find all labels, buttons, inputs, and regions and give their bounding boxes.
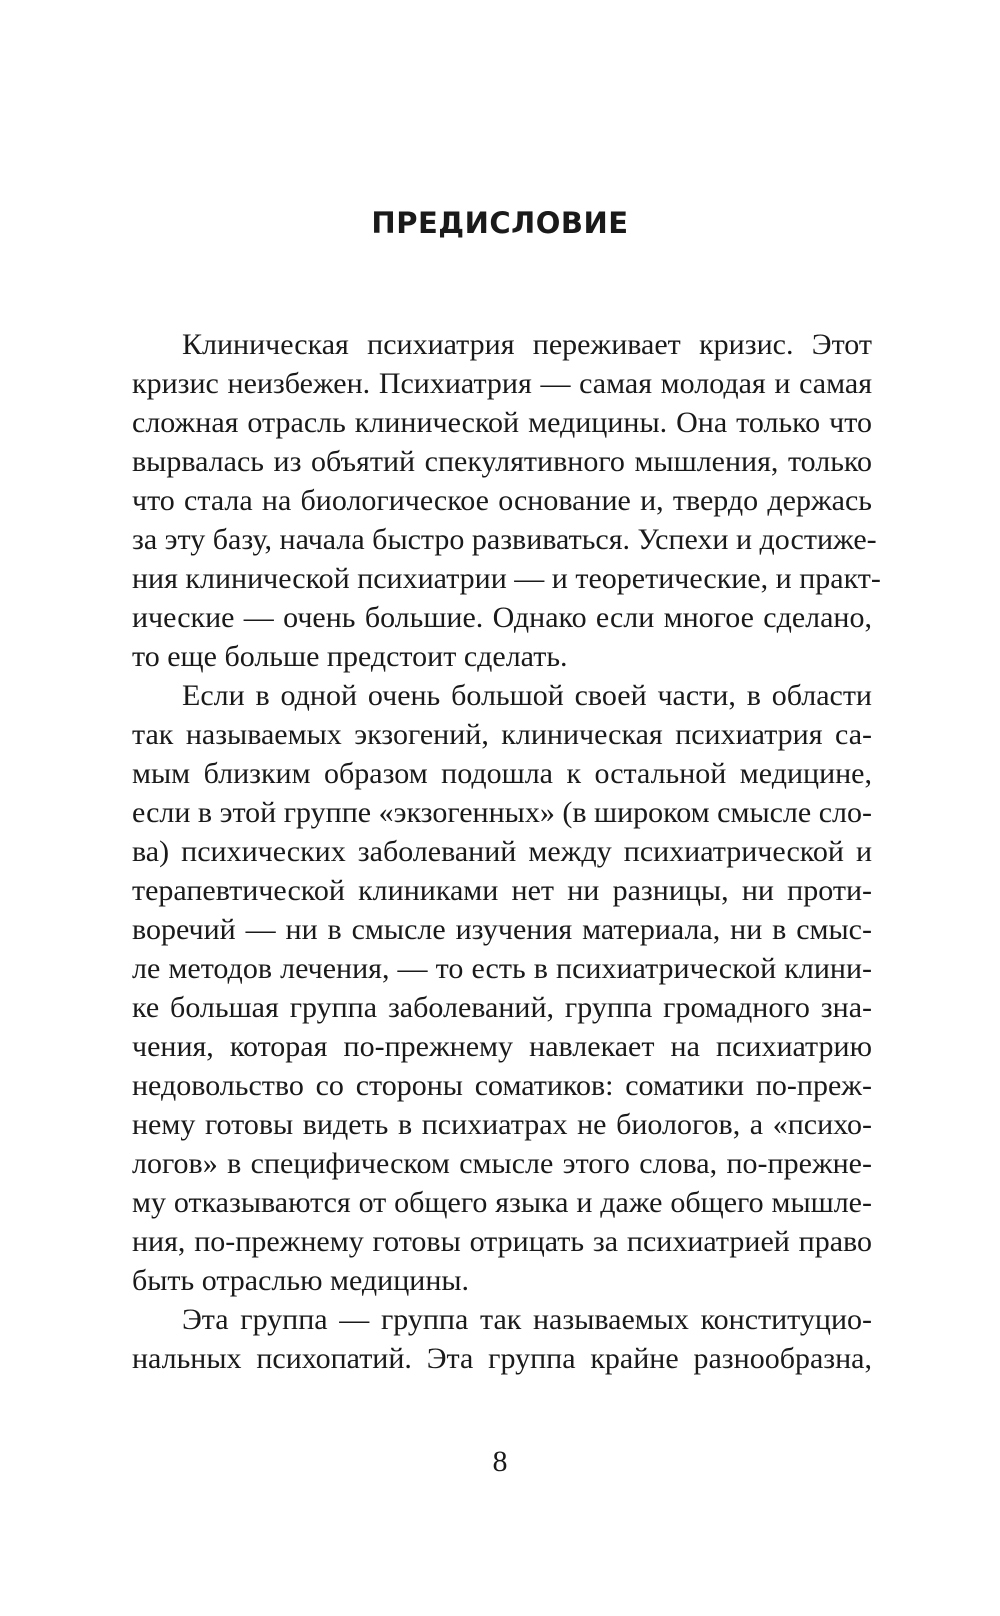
text-line: ва) психических заболеваний между психиатрической и [132, 835, 872, 868]
text-line: ле методов лечения, — то есть в психиатрической клини- [132, 952, 872, 985]
text-line: Эта группа — группа так называемых конституцио- [182, 1303, 872, 1336]
text-line: если в этой группе «экзогенных» (в широком смысле сло- [132, 796, 872, 829]
text-line: му отказываются от общего языка и даже общего мышле- [132, 1186, 872, 1219]
text-line: то еще больше предстоит сделать. [132, 640, 568, 673]
page-title: ПРЕДИСЛОВИЕ [371, 206, 629, 240]
text-line: сложная отрасль клинической медицины. Она только что [132, 406, 872, 439]
text-line: недовольство со стороны соматиков: соматики по-преж- [132, 1069, 872, 1102]
text-line: ния клинической психиатрии — и теоретические, и практ- [132, 562, 881, 595]
text-line: нему готовы видеть в психиатрах не биологов, а «психо- [132, 1108, 872, 1141]
text-line: ния, по-прежнему готовы отрицать за психиатрией право [132, 1225, 872, 1258]
text-line: нальных психопатий. Эта группа крайне разнообразна, [132, 1342, 872, 1375]
text-line: ические — очень большие. Однако если многое сделано, [132, 601, 872, 634]
text-line: логов» в специфическом смысле этого слова, по-прежне- [132, 1147, 872, 1180]
text-line: воречий — ни в смысле изучения материала, ни в смыс- [132, 913, 872, 946]
text-line: быть отраслью медицины. [132, 1264, 470, 1297]
text-line: чения, которая по-прежнему навлекает на психиатрию [132, 1030, 872, 1063]
text-line: вырвалась из объятий спекулятивного мышления, только [132, 445, 872, 478]
page-number: 8 [492, 1445, 508, 1478]
text-line: терапевтической клиниками нет ни разницы, ни проти- [132, 874, 872, 907]
text-line: так называемых экзогений, клиническая психиатрия са- [132, 718, 872, 751]
body-text [132, 325, 881, 1378]
text-line: Если в одной очень большой своей части, в области [182, 679, 872, 712]
text-line: Клиническая психиатрия переживает кризис. Этот [182, 328, 872, 361]
text-line: за эту базу, начала быстро развиваться. Успехи и достиже- [132, 523, 877, 556]
text-line: кризис неизбежен. Психиатрия — самая молодая и самая [132, 367, 872, 400]
text-line: ке большая группа заболеваний, группа громадного зна- [132, 991, 872, 1024]
text-line: мым близким образом подошла к остальной медицине, [132, 757, 872, 790]
text-line: что стала на биологическое основание и, твердо держась [132, 484, 872, 517]
